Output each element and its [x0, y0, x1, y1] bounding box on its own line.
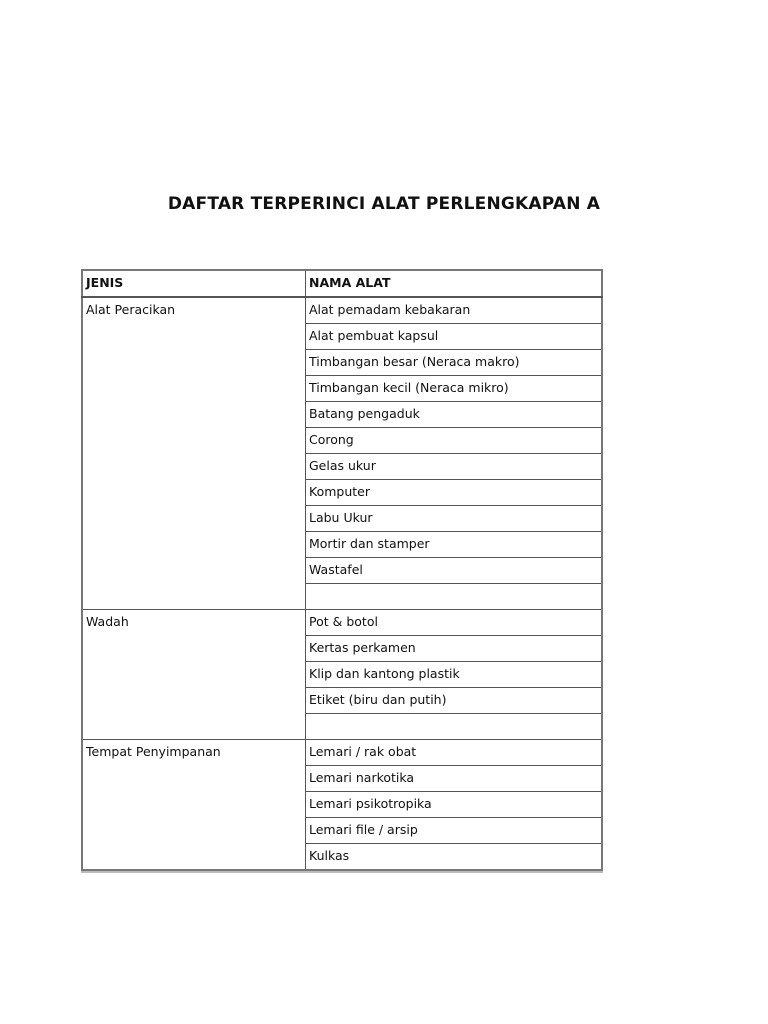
table-header-row: [82, 270, 602, 297]
nama-alat-cell: Lemari file / arsip: [306, 818, 603, 844]
nama-alat-cell: Corong: [306, 428, 603, 454]
nama-alat-cell: Timbangan kecil (Neraca mikro): [306, 376, 603, 402]
nama-alat-cell: Pot & botol: [306, 610, 603, 636]
header-nama-alat: NAMA ALAT: [306, 270, 603, 297]
nama-alat-cell: [306, 584, 603, 610]
nama-alat-cell: Komputer: [306, 480, 603, 506]
nama-alat-cell: Labu Ukur: [306, 506, 603, 532]
nama-alat-cell: Kertas perkamen: [306, 636, 603, 662]
nama-alat-cell: Alat pembuat kapsul: [306, 324, 603, 350]
nama-alat-cell: Etiket (biru dan putih): [306, 688, 603, 714]
nama-alat-cell: Mortir dan stamper: [306, 532, 603, 558]
equipment-table: [81, 269, 603, 871]
nama-alat-cell: Gelas ukur: [306, 454, 603, 480]
nama-alat-cell: Klip dan kantong plastik: [306, 662, 603, 688]
jenis-cell: Alat Peracikan: [82, 297, 306, 610]
jenis-cell: Tempat Penyimpanan: [82, 740, 306, 871]
nama-alat-cell: [306, 714, 603, 740]
nama-alat-cell: Alat pemadam kebakaran: [306, 297, 603, 324]
nama-alat-cell: Wastafel: [306, 558, 603, 584]
table-row: [82, 740, 602, 766]
nama-alat-cell: Lemari / rak obat: [306, 740, 603, 766]
document-title: DAFTAR TERPERINCI ALAT PERLENGKAPAN A: [167, 194, 601, 214]
jenis-cell: Wadah: [82, 610, 306, 740]
table-row: [82, 610, 602, 636]
nama-alat-cell: Batang pengaduk: [306, 402, 603, 428]
nama-alat-cell: Timbangan besar (Neraca makro): [306, 350, 603, 376]
nama-alat-cell: Kulkas: [306, 844, 603, 871]
table-row: [82, 297, 602, 324]
nama-alat-cell: Lemari psikotropika: [306, 792, 603, 818]
header-jenis: JENIS: [82, 270, 306, 297]
nama-alat-cell: Lemari narkotika: [306, 766, 603, 792]
